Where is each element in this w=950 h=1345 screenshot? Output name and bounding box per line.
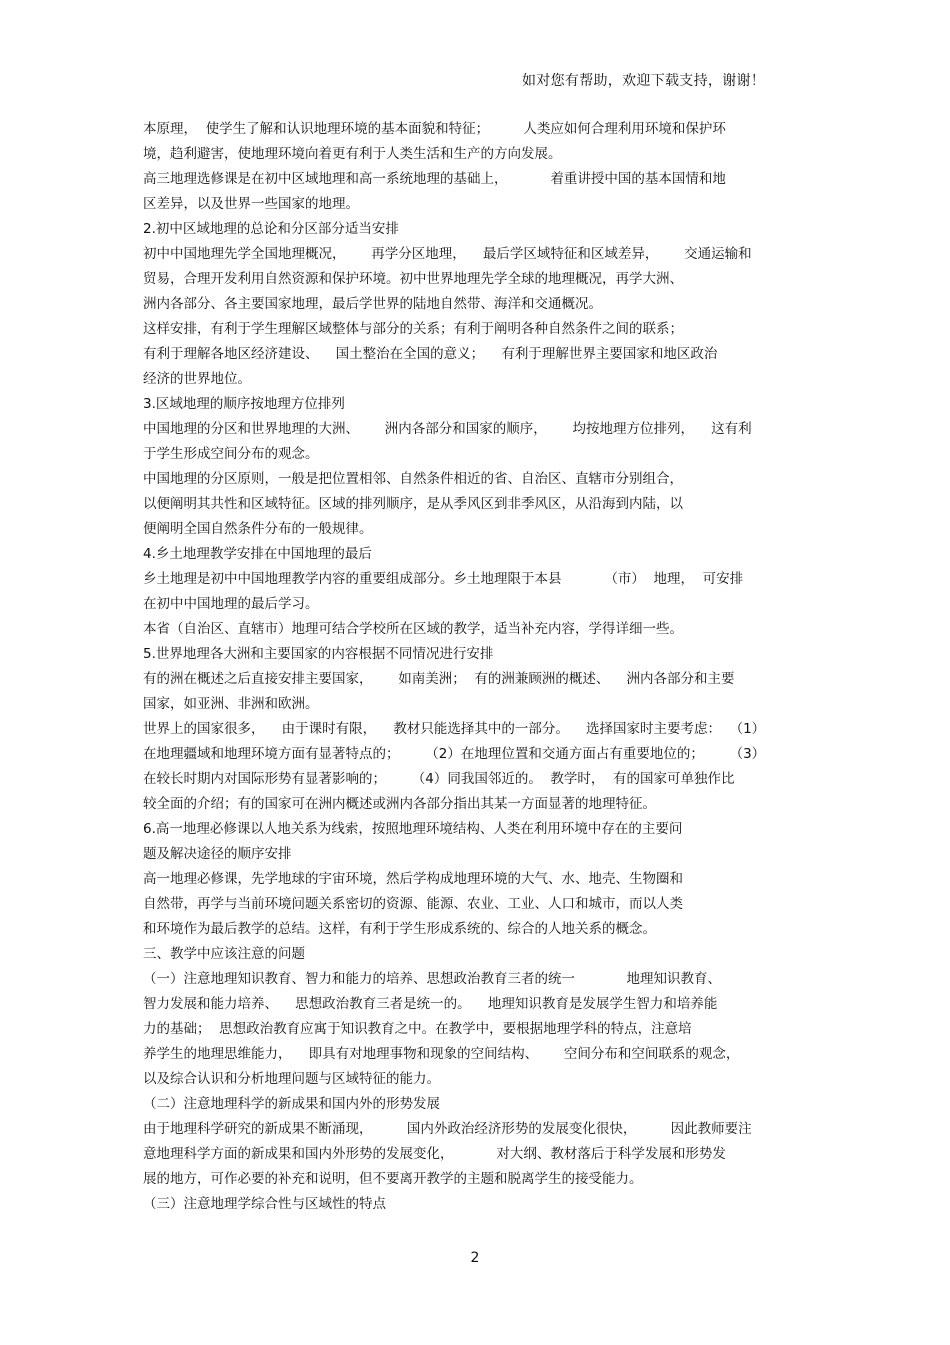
- text-line: 于学生形成空间分布的观念。: [143, 446, 319, 462]
- text-line: 高一地理必修课，先学地球的宇宙环境，然后学构成地理环境的大气、水、地壳、生物圈和: [143, 871, 683, 887]
- document-body: [143, 117, 823, 1217]
- text-line: 有利于理解各地区经济建设、 国土整治在全国的意义； 有利于理解世界主要国家和地区政治: [143, 346, 718, 362]
- text-line: 中国地理的分区和世界地理的大洲、 洲内各部分和国家的顺序， 均按地理方位排列， 这有利: [143, 421, 752, 437]
- section-heading-line: （三）注意地理学综合性与区域性的特点: [143, 1196, 386, 1212]
- section-heading-line: 题及解决途径的顺序安排: [143, 846, 292, 862]
- header-note: 如对您有帮助，欢迎下载支持，谢谢！: [522, 73, 766, 89]
- text-line: 洲内各部分、各主要国家地理，最后学世界的陆地自然带、海洋和交通概况。: [143, 296, 602, 312]
- section-heading-line: 三、教学中应该注意的问题: [143, 946, 305, 962]
- text-line: 中国地理的分区原则，一般是把位置相邻、自然条件相近的省、自治区、直辖市分别组合，: [143, 471, 683, 487]
- text-line: 经济的世界地位。: [143, 371, 251, 387]
- text-line: 国家，如亚洲、非洲和欧洲。: [143, 696, 319, 712]
- section-heading-line: 5.世界地理各大洲和主要国家的内容根据不同情况进行安排: [143, 646, 494, 662]
- text-line: 在地理疆域和地理环境方面有显著特点的； （2）在地理位置和交通方面占有重要地位的； （3）: [143, 746, 766, 762]
- section-heading-line: （二）注意地理科学的新成果和国内外的形势发展: [143, 1096, 440, 1112]
- section-heading-line: （一）注意地理知识教育、智力和能力的培养、思想政治教育三者的统一 地理知识教育、: [143, 971, 721, 987]
- text-line: 自然带，再学与当前环境问题关系密切的资源、能源、农业、工业、人口和城市，而以人类: [143, 896, 683, 912]
- text-line: 这样安排，有利于学生理解区域整体与部分的关系；有利于阐明各种自然条件之间的联系；: [143, 321, 683, 337]
- text-line: 由于地理科学研究的新成果不断涌现， 国内外政治经济形势的发展变化很快， 因此教师要注: [143, 1121, 752, 1137]
- text-line: 力的基础； 思想政治教育应寓于知识教育之中。在教学中，要根据地理学科的特点，注意培: [143, 1021, 692, 1037]
- text-line: 乡土地理是初中中国地理教学内容的重要组成部分。乡土地理限于本县 （市） 地理， 可安排: [143, 571, 744, 587]
- text-line: 养学生的地理思维能力， 即具有对地理事物和现象的空间结构、 空间分布和空间联系的观念，: [143, 1046, 740, 1062]
- text-line: 在初中中国地理的最后学习。: [143, 596, 319, 612]
- text-line: 贸易，合理开发利用自然资源和保护环境。初中世界地理先学全球的地理概况，再学大洲、: [143, 271, 683, 287]
- text-line: 区差异，以及世界一些国家的地理。: [143, 196, 359, 212]
- text-line: 本原理， 使学生了解和认识地理环境的基本面貌和特征； 人类应如何合理利用环境和保护环: [143, 121, 726, 137]
- text-line: 和环境作为最后教学的总结。这样，有利于学生形成系统的、综合的人地关系的概念。: [143, 921, 656, 937]
- text-line: 本省（自治区、直辖市）地理可结合学校所在区域的教学，适当补充内容，学得详细一些。: [143, 621, 683, 637]
- text-line: 世界上的国家很多， 由于课时有限， 教材只能选择其中的一部分。 选择国家时主要考虑： （1）: [143, 721, 766, 737]
- text-line: 意地理科学方面的新成果和国内外形势的发展变化， 对大纲、教材落后于科学发展和形势发: [143, 1146, 726, 1162]
- section-heading-line: 3.区域地理的顺序按地理方位排列: [143, 396, 345, 412]
- text-line: 初中中国地理先学全国地理概况， 再学分区地理， 最后学区域特征和区域差异， 交通运输和: [143, 246, 752, 262]
- section-heading-line: 4.乡土地理教学安排在中国地理的最后: [143, 546, 372, 562]
- text-line: 展的地方，可作必要的补充和说明，但不要离开教学的主题和脱离学生的接受能力。: [143, 1171, 643, 1187]
- text-line: 智力发展和能力培养、 思想政治教育三者是统一的。 地理知识教育是发展学生智力和培养能: [143, 996, 718, 1012]
- text-line: 便阐明全国自然条件分布的一般规律。: [143, 521, 373, 537]
- text-line: 以便阐明其共性和区域特征。区域的排列顺序，是从季风区到非季风区，从沿海到内陆，以: [143, 496, 683, 512]
- text-line: 在较长时期内对国际形势有显著影响的； （4）同我国邻近的。 教学时， 有的国家可单独作比: [143, 771, 735, 787]
- text-line: 境，趋利避害，使地理环境向着更有利于人类生活和生产的方向发展。: [143, 146, 562, 162]
- text-line: 高三地理选修课是在初中区域地理和高一系统地理的基础上， 着重讲授中国的基本国情和地: [143, 171, 726, 187]
- section-heading-line: 2.初中区域地理的总论和分区部分适当安排: [143, 221, 399, 237]
- section-heading-line: 6.高一地理必修课以人地关系为线索，按照地理环境结构、人类在利用环境中存在的主要问: [143, 821, 683, 837]
- text-line: 以及综合认识和分析地理问题与区域特征的能力。: [143, 1071, 440, 1087]
- page-number: 2: [470, 1250, 480, 1266]
- text-line: 较全面的介绍；有的国家可在洲内概述或洲内各部分指出其某一方面显著的地理特征。: [143, 796, 656, 812]
- text-line: 有的洲在概述之后直接安排主要国家， 如南美洲； 有的洲兼顾洲的概述、 洲内各部分和主要: [143, 671, 735, 687]
